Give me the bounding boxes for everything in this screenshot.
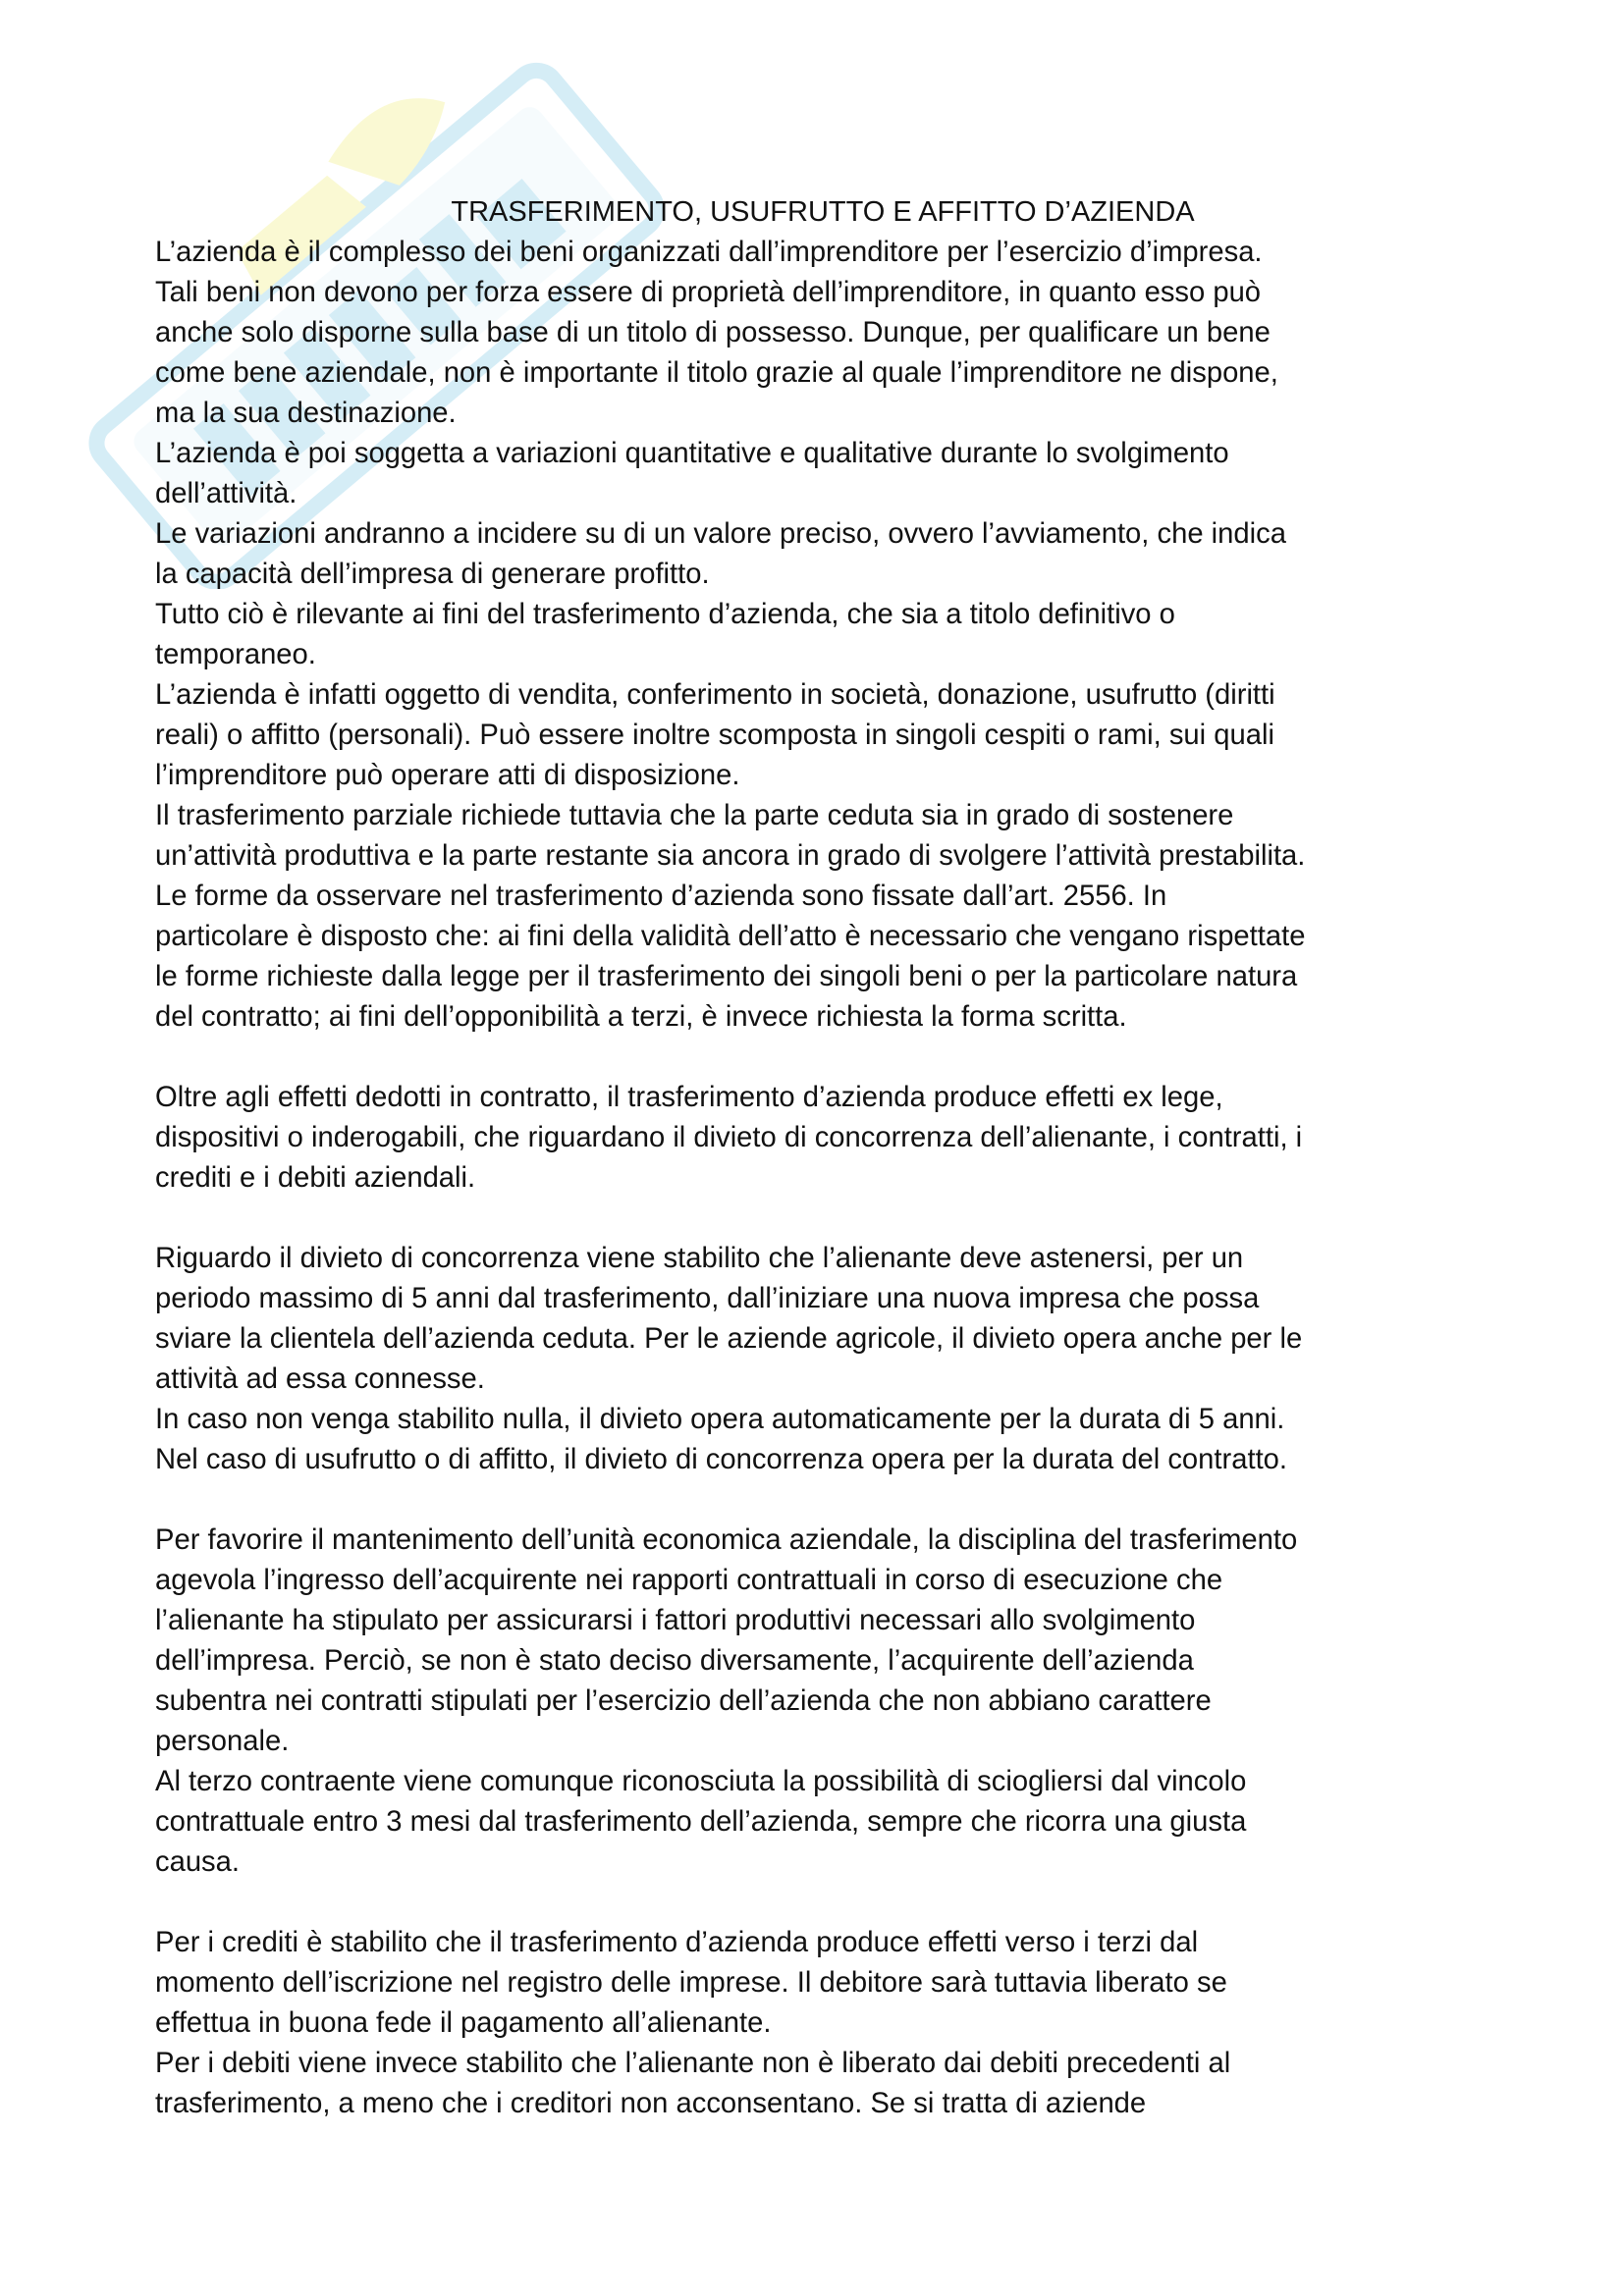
text-line: contrattuale entro 3 mesi dal trasferimento dell’azienda, sempre che ricorra una giusta (155, 1806, 1247, 1838)
document-body (155, 233, 1490, 2124)
text-line: le forme richieste dalla legge per il trasferimento dei singoli beni o per la particolare natura (155, 961, 1298, 992)
text-line: momento dell’iscrizione nel registro delle imprese. Il debitore sarà tuttavia liberato se (155, 1967, 1227, 1999)
document-page (155, 192, 1490, 2164)
text-line: Per i debiti viene invece stabilito che l’alienante non è liberato dai debiti precedenti al (155, 2048, 1231, 2079)
text-line: dell’impresa. Perciò, se non è stato deciso diversamente, l’acquirente dell’azienda (155, 1645, 1194, 1677)
text-line: Le forme da osservare nel trasferimento d’azienda sono fissate dall’art. 2556. In (155, 881, 1167, 912)
paragraph (155, 1078, 1490, 1199)
text-line: L’azienda è il complesso dei beni organizzati dall’imprenditore per l’esercizio d’impresa. (155, 237, 1263, 268)
paragraph (155, 1923, 1490, 2124)
text-line: sviare la clientela dell’azienda ceduta. Per le aziende agricole, il divieto opera anche per le (155, 1323, 1303, 1355)
text-line: crediti e i debiti aziendali. (155, 1162, 476, 1194)
text-line: Al terzo contraente viene comunque riconosciuta la possibilità di sciogliersi dal vincolo (155, 1766, 1247, 1797)
text-line: trasferimento, a meno che i creditori non acconsentano. Se si tratta di aziende (155, 2088, 1147, 2119)
text-line: particolare è disposto che: ai fini della validità dell’atto è necessario che vengano rispettate (155, 921, 1306, 952)
text-line: subentra nei contratti stipulati per l’esercizio dell’azienda che non abbiano carattere (155, 1685, 1212, 1717)
paragraph (155, 233, 1490, 1038)
text-line: L’azienda è poi soggetta a variazioni quantitative e qualitative durante lo svolgimento (155, 438, 1229, 469)
text-line: causa. (155, 1846, 240, 1878)
text-line: attività ad essa connesse. (155, 1363, 485, 1395)
text-line: come bene aziendale, non è importante il titolo grazie al quale l’imprenditore ne dispone, (155, 357, 1278, 389)
paragraph (155, 1521, 1490, 1883)
text-line: periodo massimo di 5 anni dal trasferimento, dall’iniziare una nuova impresa che possa (155, 1283, 1260, 1314)
text-line: Per i crediti è stabilito che il trasferimento d’azienda produce effetti verso i terzi dal (155, 1927, 1199, 1958)
text-line: temporaneo. (155, 639, 316, 670)
text-line: l’imprenditore può operare atti di disposizione. (155, 760, 740, 791)
text-line: In caso non venga stabilito nulla, il divieto opera automaticamente per la durata di 5 anni. (155, 1404, 1285, 1435)
text-line: reali) o affitto (personali). Può essere inoltre scomposta in singoli cespiti o rami, sui quali (155, 720, 1274, 751)
text-line: del contratto; ai fini dell’opponibilità a terzi, è invece richiesta la forma scritta. (155, 1001, 1127, 1033)
text-line: Le variazioni andranno a incidere su di un valore preciso, ovvero l’avviamento, che indica (155, 518, 1286, 550)
text-line: L’azienda è infatti oggetto di vendita, conferimento in società, donazione, usufrutto (diritti (155, 679, 1275, 711)
text-line: l’alienante ha stipulato per assicurarsi i fattori produttivi necessari allo svolgimento (155, 1605, 1196, 1636)
text-line: un’attività produttiva e la parte restante sia ancora in grado di svolgere l’attività prestabilita. (155, 840, 1306, 872)
text-line: Tutto ciò è rilevante ai fini del trasferimento d’azienda, che sia a titolo definitivo o (155, 599, 1175, 630)
text-line: Per favorire il mantenimento dell’unità economica aziendale, la disciplina del trasferimento (155, 1524, 1298, 1556)
text-line: Oltre agli effetti dedotti in contratto, il trasferimento d’azienda produce effetti ex lege, (155, 1082, 1223, 1113)
text-line: personale. (155, 1726, 290, 1757)
text-line: dell’attività. (155, 478, 298, 509)
text-line: ma la sua destinazione. (155, 398, 457, 429)
text-line: effettua in buona fede il pagamento all’alienante. (155, 2007, 772, 2039)
document-title: TRASFERIMENTO, USUFRUTTO E AFFITTO D’AZIENDA (451, 196, 1195, 228)
text-line: Nel caso di usufrutto o di affitto, il divieto di concorrenza opera per la durata del contratto. (155, 1444, 1288, 1475)
text-line: agevola l’ingresso dell’acquirente nei rapporti contrattuali in corso di esecuzione che (155, 1565, 1223, 1596)
text-line: Tali beni non devono per forza essere di proprietà dell’imprenditore, in quanto esso può (155, 277, 1262, 308)
paragraph (155, 1239, 1490, 1480)
text-line: Il trasferimento parziale richiede tuttavia che la parte ceduta sia in grado di sostenere (155, 800, 1234, 831)
text-line: Riguardo il divieto di concorrenza viene stabilito che l’alienante deve astenersi, per un (155, 1243, 1244, 1274)
text-line: dispositivi o inderogabili, che riguardano il divieto di concorrenza dell’alienante, i contratti, i (155, 1122, 1303, 1153)
text-line: anche solo disporne sulla base di un titolo di possesso. Dunque, per qualificare un bene (155, 317, 1271, 348)
text-line: la capacità dell’impresa di generare profitto. (155, 559, 710, 590)
